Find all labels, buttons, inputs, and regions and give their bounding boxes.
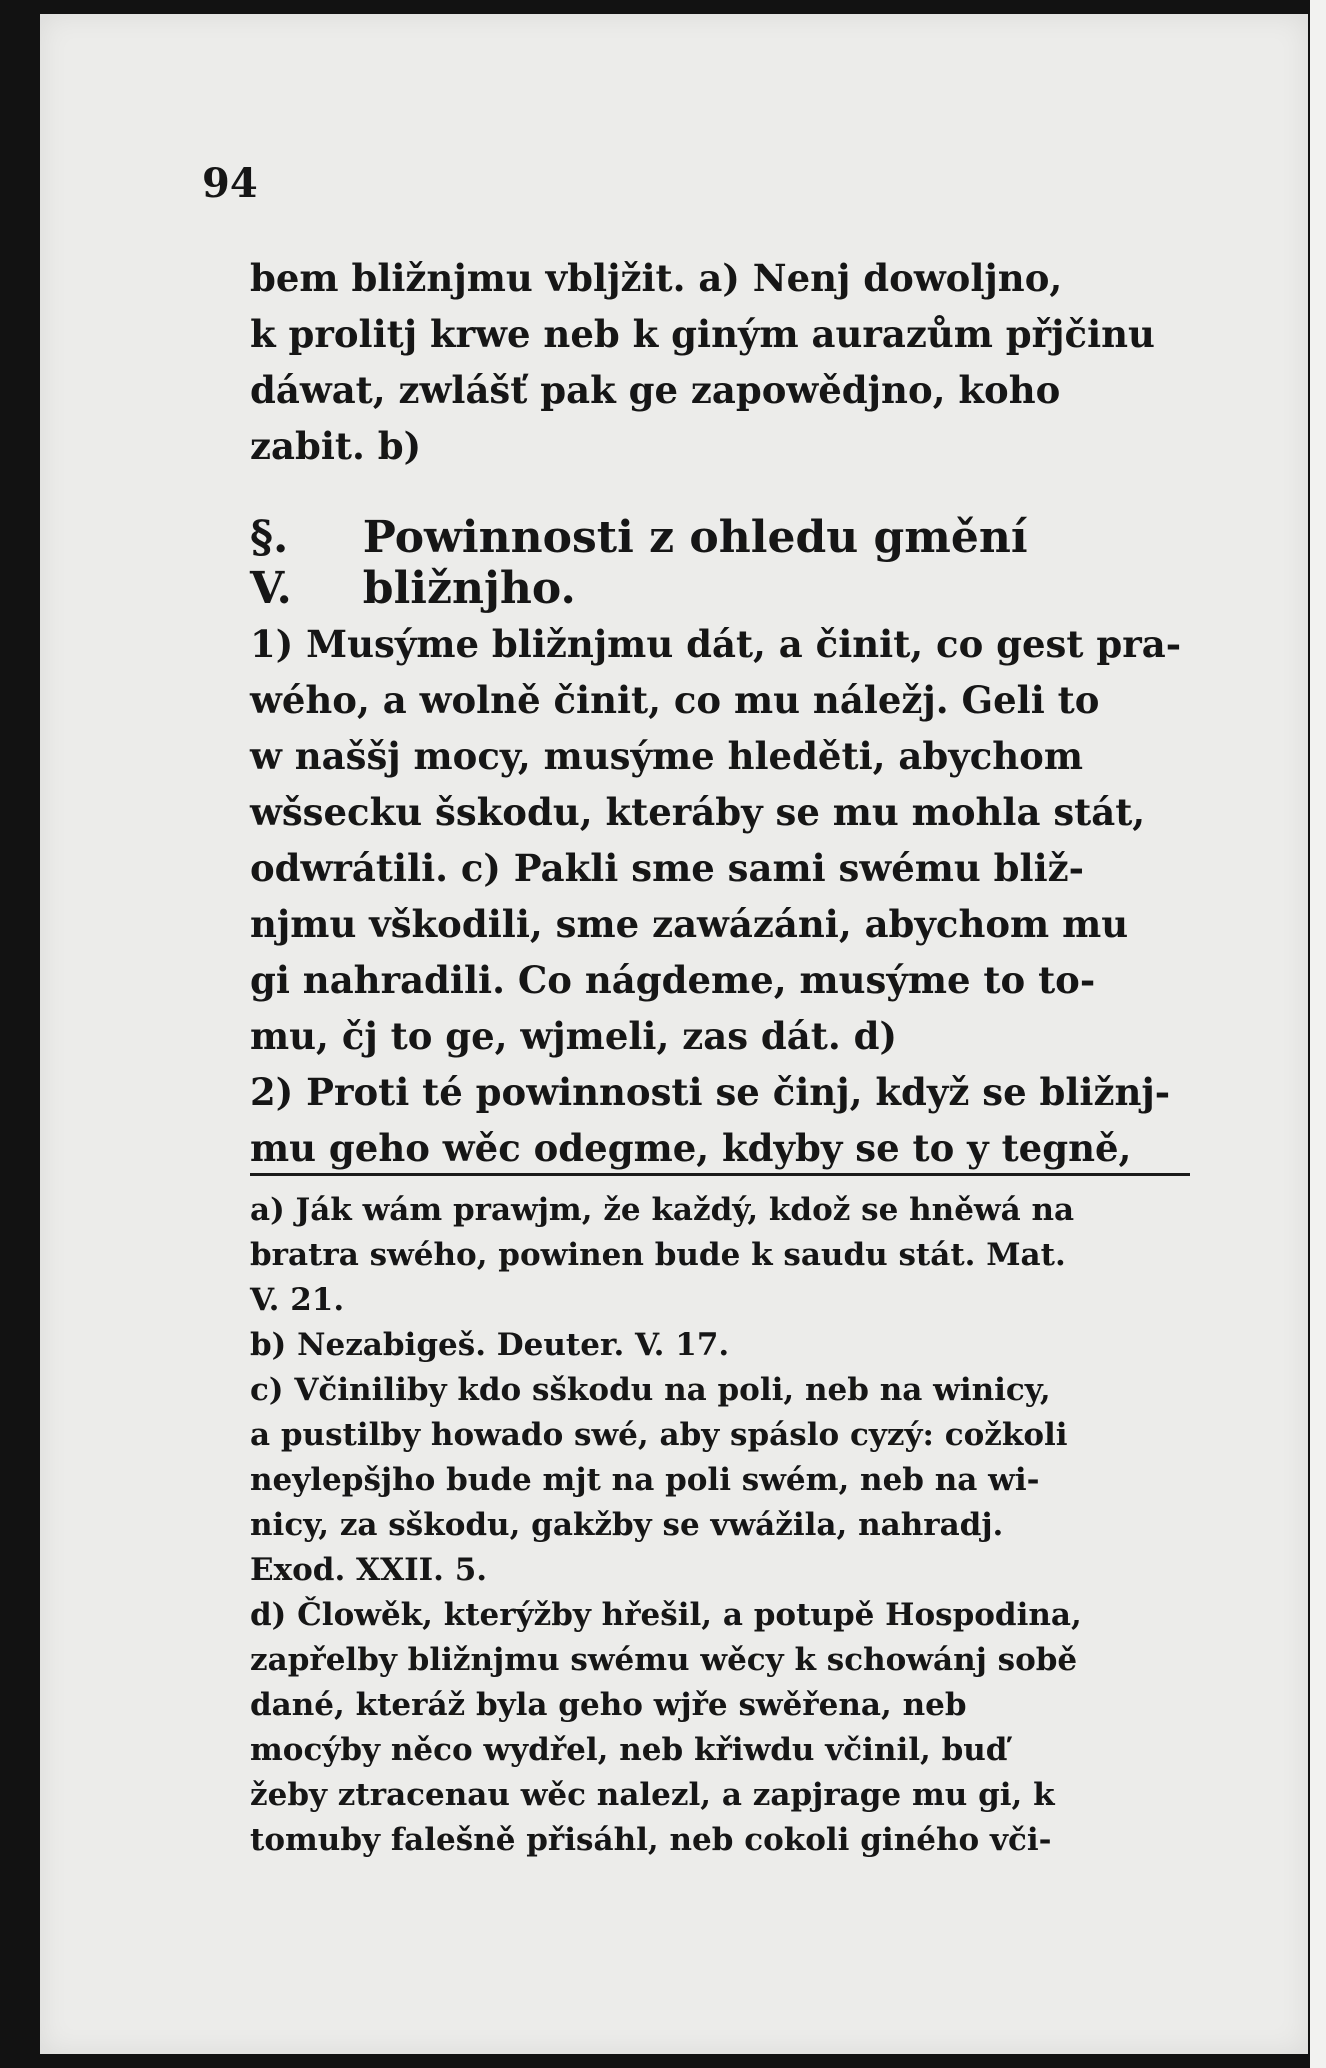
footnote-line: neylepšjho bude mjt na poli swém, neb na wi- bbox=[250, 1462, 1040, 1498]
footnote-line: V. 21. bbox=[250, 1282, 345, 1318]
footnote-line: dané, kteráž byla geho wjře swěřena, neb bbox=[250, 1687, 967, 1723]
footnote-line: c) Včiniliby kdo sškodu na poli, neb na winicy, bbox=[250, 1372, 1051, 1408]
text-line: w naššj mocy, musýme hleděti, abychom bbox=[250, 734, 1083, 778]
footnote-line: b) Nezabigeš. Deuter. V. 17. bbox=[250, 1327, 730, 1363]
footnote-a bbox=[250, 1188, 1220, 1323]
footnote-line: zapřelby bližnjmu swému wěcy k schowánj sobě bbox=[250, 1642, 1078, 1678]
section-mark: §. V. bbox=[250, 512, 292, 614]
text-line: wého, a wolně činit, co mu náležj. Geli to bbox=[250, 678, 1100, 722]
text-line: k prolitj krwe neb k giným aurazům přjčinu bbox=[250, 312, 1155, 356]
footnote-line: nicy, za sškodu, gakžby se vwážila, nahradj. bbox=[250, 1507, 1004, 1543]
footnote-line: mocýby něco wydřel, neb křiwdu včinil, buď bbox=[250, 1732, 1008, 1768]
footnote-line: žeby ztracenau wěc nalezl, a zapjrage mu gi, k bbox=[250, 1777, 1055, 1813]
footnote-line: bratra swého, powinen bude k saudu stát. Mat. bbox=[250, 1237, 1066, 1273]
text-line: mu, čj to ge, wjmeli, zas dát. d) bbox=[250, 1014, 898, 1058]
intro-paragraph bbox=[250, 250, 1190, 474]
text-line: odwrátili. c) Pakli sme sami swému bliž- bbox=[250, 846, 1085, 890]
footnote-line: d) Člowěk, kterýžby hřešil, a potupě Hospodina, bbox=[250, 1597, 1082, 1633]
footnote-d bbox=[250, 1593, 1220, 1863]
paragraph-1 bbox=[250, 616, 1240, 1064]
text-line: gi nahradili. Co nágdeme, musýme to to- bbox=[250, 958, 1096, 1002]
scan-edge bbox=[1310, 0, 1326, 2068]
text-line: 2) Proti té powinnosti se činj, když se bližnj- bbox=[250, 1070, 1171, 1114]
text-line: dáwat, zwlášť pak ge zapowědjno, koho bbox=[250, 368, 1061, 412]
text-line: mu geho wěc odegme, kdyby se to y tegně, bbox=[250, 1126, 1132, 1170]
footnote-rule bbox=[250, 1173, 1190, 1176]
footnote-b bbox=[250, 1323, 1220, 1368]
text-line: zabit. b) bbox=[250, 424, 422, 468]
paragraph-2 bbox=[250, 1064, 1240, 1176]
page-number: 94 bbox=[202, 160, 258, 207]
footnote-line: a) Ják wám prawjm, že každý, kdož se hněwá na bbox=[250, 1192, 1075, 1228]
text-line: wšsecku šskodu, kteráby se mu mohla stát, bbox=[250, 790, 1146, 834]
footnote-c bbox=[250, 1368, 1220, 1593]
text-line: 1) Musýme bližnjmu dát, a činit, co gest pra- bbox=[250, 622, 1182, 666]
footnote-line: Exod. XXII. 5. bbox=[250, 1552, 488, 1588]
text-line: bem bližnjmu vbljžit. a) Nenj dowoljno, bbox=[250, 256, 1063, 300]
text-line: njmu vškodili, sme zawázáni, abychom mu bbox=[250, 902, 1129, 946]
footnote-line: tomuby falešně přisáhl, neb cokoli giného vči- bbox=[250, 1822, 1052, 1858]
footnote-line: a pustilby howado swé, aby spáslo cyzý: cožkoli bbox=[250, 1417, 1068, 1453]
section-title: Powinnosti z ohledu gmění bližnjho. bbox=[362, 512, 1028, 614]
footnotes bbox=[250, 1188, 1220, 1863]
section-heading bbox=[250, 512, 1250, 614]
